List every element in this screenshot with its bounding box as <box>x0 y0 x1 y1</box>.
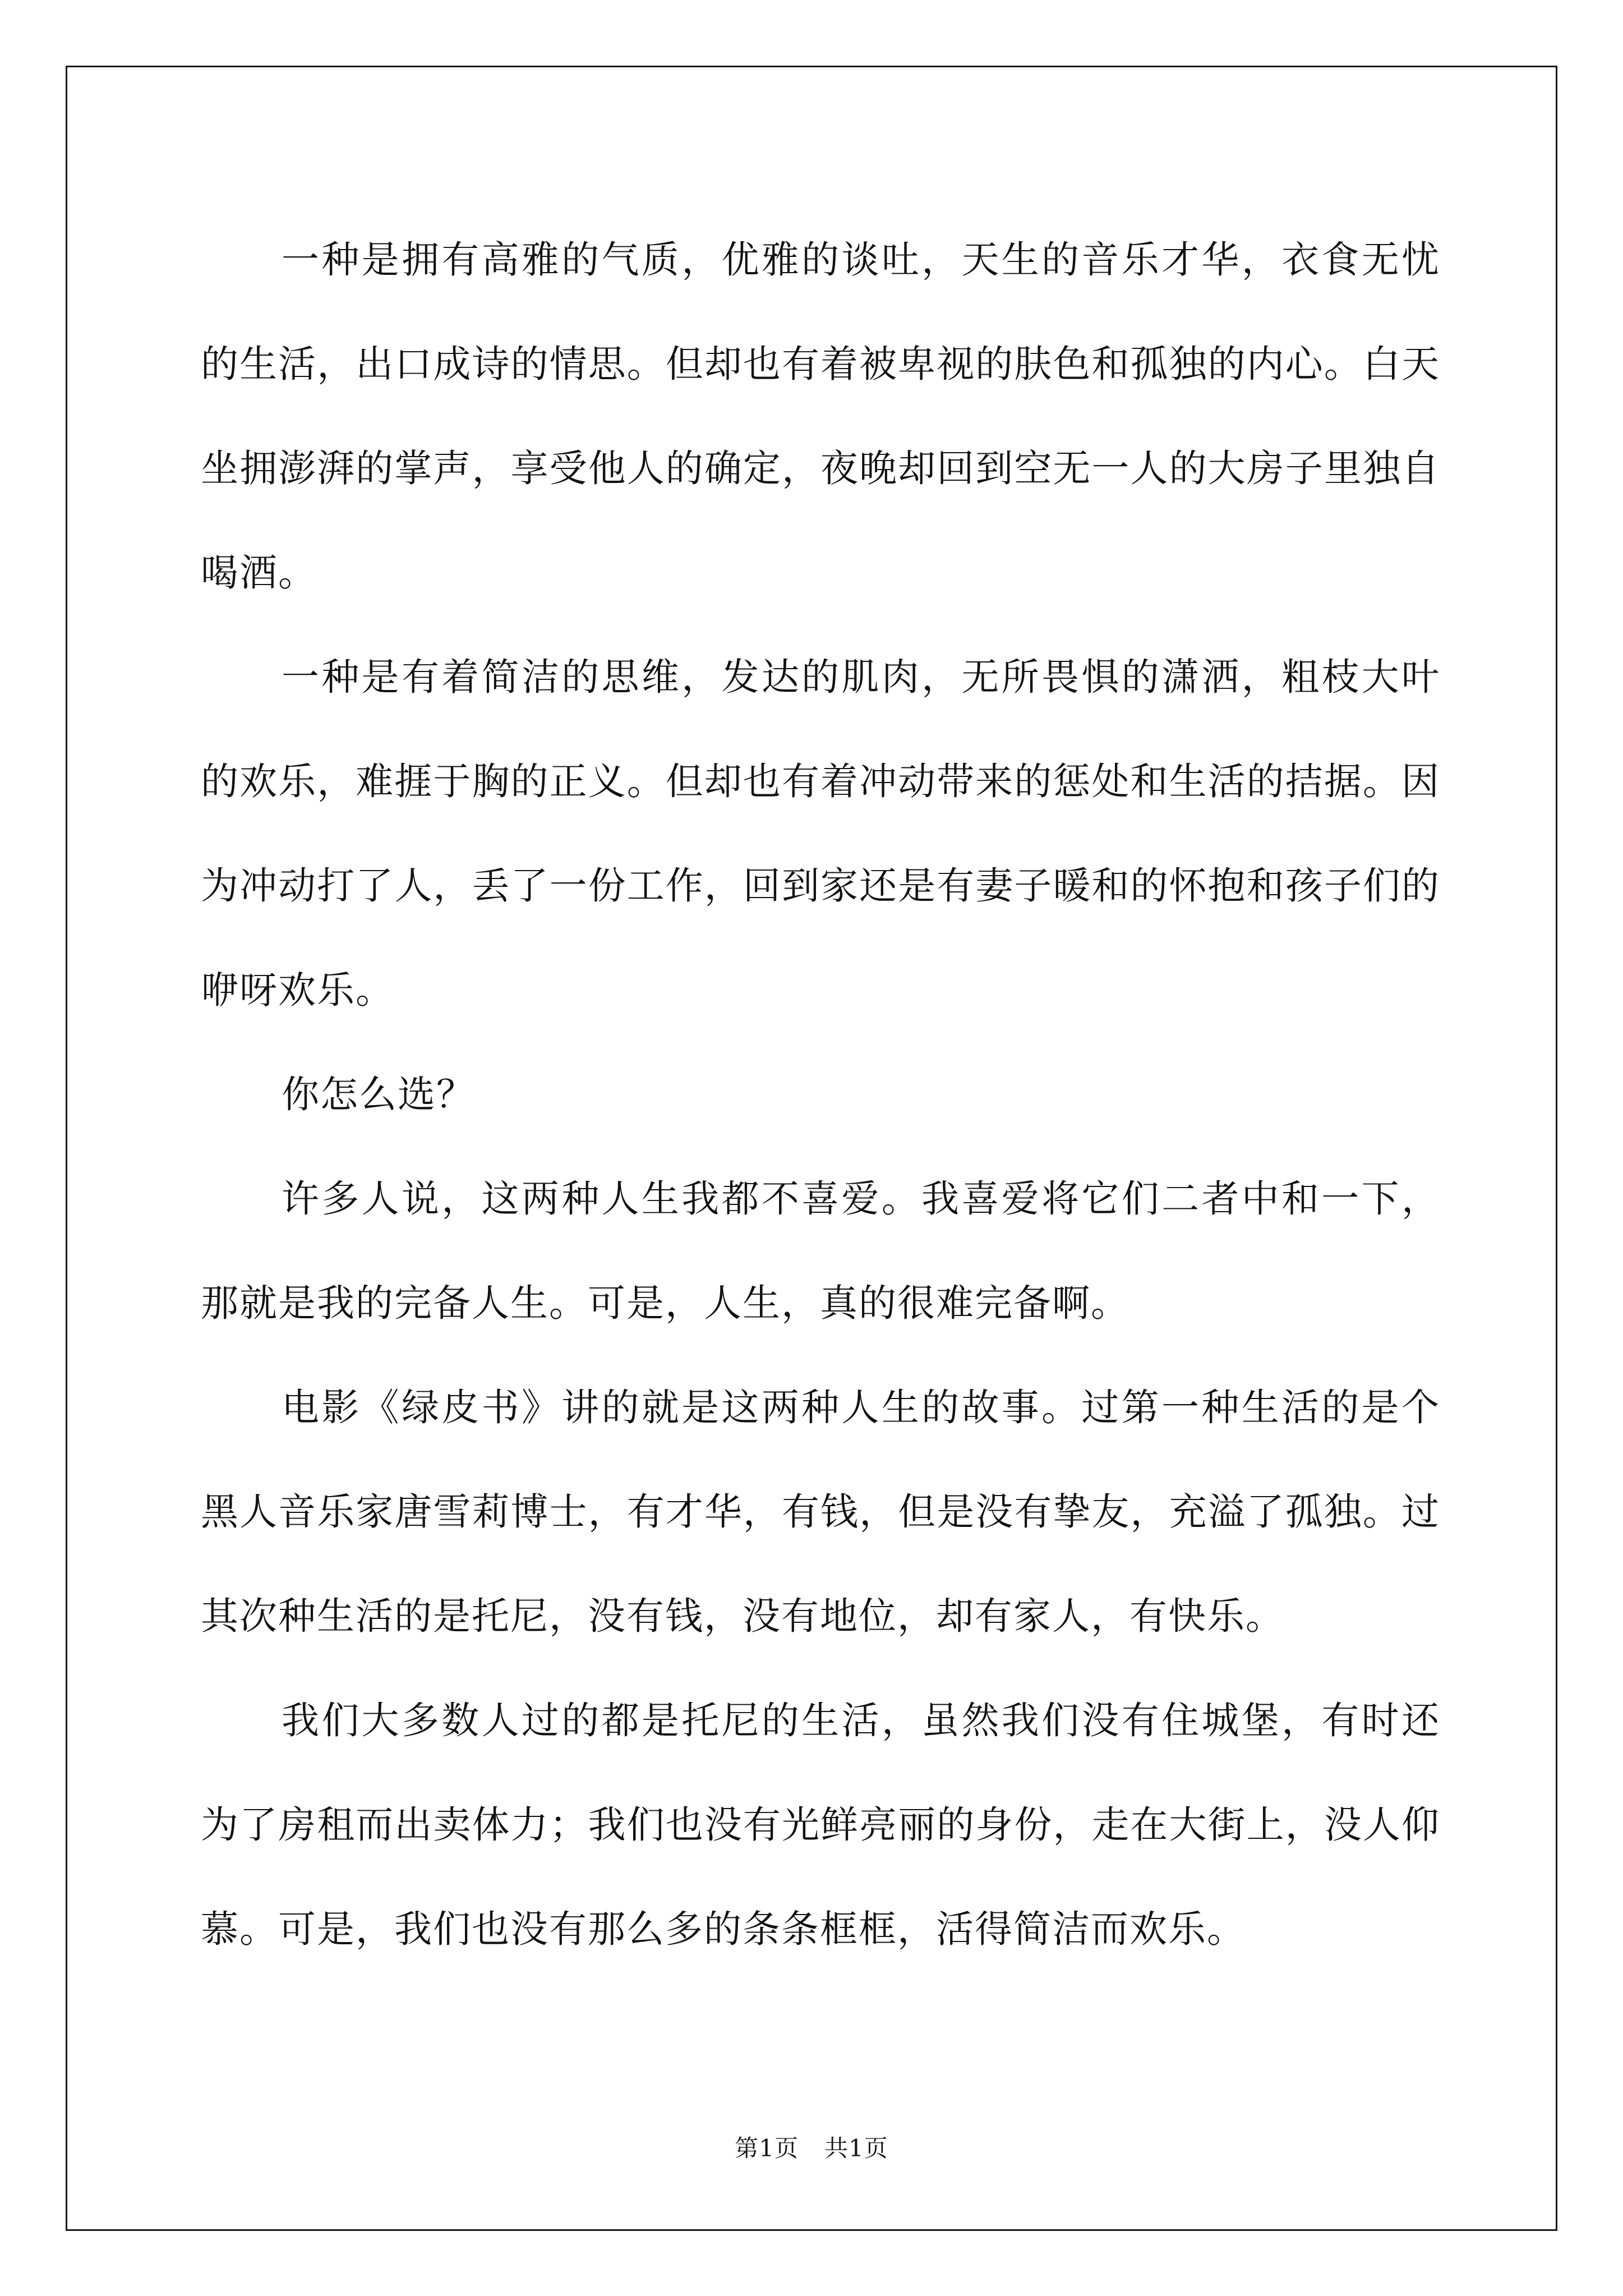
document-body <box>201 208 1440 1981</box>
paragraph-1: 一种是拥有高雅的气质，优雅的谈吐，天生的音乐才华，衣食无忧的生活，出口成诗的情思。但却也有着被卑视的肤色和孤独的内心。白天坐拥澎湃的掌声，享受他人的确定，夜晚却回到空无一人的大房子里独自喝酒。 <box>201 238 1440 595</box>
page-total: 共1页 <box>824 2134 888 2162</box>
page-number: 第1页 <box>735 2134 799 2162</box>
paragraph-2: 一种是有着简洁的思维，发达的肌肉，无所畏惧的潇洒，粗枝大叶的欢乐，难捱于胸的正义。但却也有着冲动带来的惩处和生活的拮据。因为冲动打了人，丢了一份工作，回到家还是有妻子暖和的怀抱和孩子们的咿呀欢乐。 <box>201 655 1440 1012</box>
paragraph-4: 许多人说，这两种人生我都不喜爱。我喜爱将它们二者中和一下，那就是我的完备人生。可是，人生，真的很难完备啊。 <box>201 1177 1440 1325</box>
paragraph-6: 我们大多数人过的都是托尼的生活，虽然我们没有住城堡，有时还为了房租而出卖体力；我们也没有光鲜亮丽的身份，走在大街上，没人仰慕。可是，我们也没有那么多的条条框框，活得简洁而欢乐。 <box>201 1699 1440 1951</box>
page-footer <box>0 2132 1623 2165</box>
paragraph-5: 电影《绿皮书》讲的就是这两种人生的故事。过第一种生活的是个黑人音乐家唐雪莉博士，有才华，有钱，但是没有挚友，充溢了孤独。过其次种生活的是托尼，没有钱，没有地位，却有家人，有快乐。 <box>201 1386 1440 1638</box>
paragraph-3: 你怎么选？ <box>282 1073 475 1116</box>
